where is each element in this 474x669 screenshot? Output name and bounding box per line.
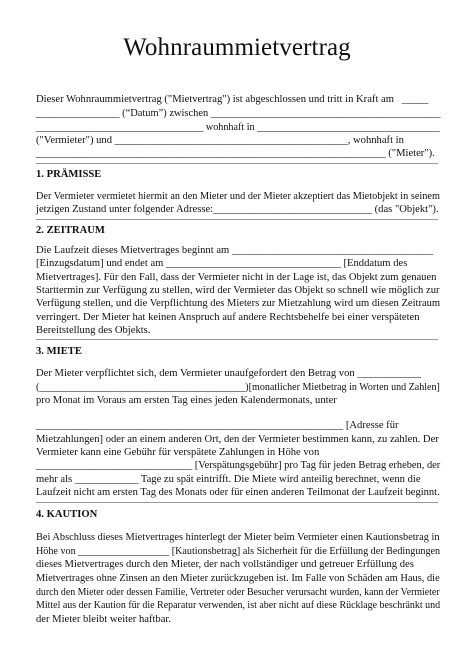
section-line: Mietvertrages]. Für den Fall, dass der Vermieter nicht in der Lage ist, das Objekt zum genauen [36,272,437,283]
intro-line: ________________ (“Datum”) zwischen ____________________________________________ [36,108,441,119]
section-line: jetzigen Zustand unter folgender Adresse:______________________________ (das "Objekt"). [36,204,439,215]
section-line: (_________________________________________)[monatlicher Mietbetrag in Worten und Zahlen] [36,382,440,393]
section-heading-miete: 3. MIETE [36,346,82,357]
section-line: mehr als ____________ Tage zu spät eintrifft. Die Miete wird anteilig berechnet, wenn die [36,474,421,485]
section-line: Der Mieter verpflichtet sich, dem Vermieter unaufgefordert den Betrag von ____________ [36,368,421,379]
section-line: der Mieter bleibt weiter haftbar. [36,614,172,625]
section-divider [36,339,438,340]
section-line: Starttermin zur Verfügung zu stellen, wird der Vermieter das Objekt so schnell wie möglich zur [36,285,440,296]
section-line: [Einzugsdatum] und endet am _________________________________ [Enddatum des [36,258,408,269]
intro-line: __________________________________________________________________ ("Mieter"). [36,148,435,159]
section-line: Mietvertrages ohne Zinsen an den Mieter zurückzugeben ist. Im Falle von Schäden am Haus, die [36,573,440,584]
section-line: Verfügung stellen, und die Verpflichtung des Mieters zur Mietzahlung wird um diesen Zeitraum [36,298,441,309]
section-line: ______________________________ [Verspätungsgebühr] pro Tag für jeden Betrag erheben, der [36,460,441,471]
section-divider [36,163,438,164]
section-line: Die Laufzeit dieses Mietvertrages beginnt am ______________________________________ [36,245,434,256]
section-line: Mietzahlungen] oder an einem anderen Ort, den der Vermieter bestimmen kann, zu zahlen. Der [36,434,439,445]
section-line: Vermieter kann eine Gebühr für verspätete Zahlungen in Höhe von [36,447,320,458]
section-line: Der Vermieter vermietet hiermit an den Mieter und der Mieter akzeptiert das Mietobjekt in seinem [36,191,440,202]
section-line: verringert. Der Mieter hat keinen Anspruch auf andere Rechtsbehelfe bei einer verspäteten [36,312,420,323]
section-line: Mittel aus der Kaution für die Reparatur verwenden, ist aber nicht auf diese Rücklage beschränkt und [36,600,441,611]
section-divider [36,219,438,220]
section-line: Höhe von __________________ [Kautionsbetrag] als Sicherheit für die Erfüllung der Bedingungen [36,546,441,557]
section-heading-praemisse: 1. PRÄMISSE [36,169,102,180]
section-line: pro Monat im Voraus am ersten Tag eines jeden Kalendermonats, unter [36,395,337,406]
intro-line: _________________________________ wohnhaft in ____________________________________ [36,122,440,133]
section-line: dieses Mietvertrages durch den Mieter, der nach vollständiger und getreuer Erfüllung des [36,559,414,570]
section-line: Bereitstellung des Objekts. [36,325,151,336]
section-divider [36,502,438,503]
intro-line: Dieser Wohnraummietvertrag ("Mietvertrag") ist abgeschlossen und tritt in Kraft am _____ [36,94,429,105]
section-line: __________________________________________________________ [Adresse für [36,420,399,431]
section-heading-zeitraum: 2. ZEITRAUM [36,225,105,236]
section-line: durch den Mieter oder dessen Familie, Vertreter oder Besucher verursacht wurden, kann der Vermieter [36,587,440,598]
section-line: Laufzeit nicht am ersten Tag des Monats oder für einen anderen Teilmonat der Laufzeit beginnt. [36,487,440,498]
document-title: Wohnraummietvertrag [123,34,351,61]
section-line: Bei Abschluss dieses Mietvertrages hinterlegt der Mieter beim Vermieter einen Kautionsbetrag in [36,532,440,543]
intro-line: ("Vermieter") und ____________________________________________, wohnhaft in [36,135,404,146]
section-heading-kaution: 4. KAUTION [36,509,98,520]
